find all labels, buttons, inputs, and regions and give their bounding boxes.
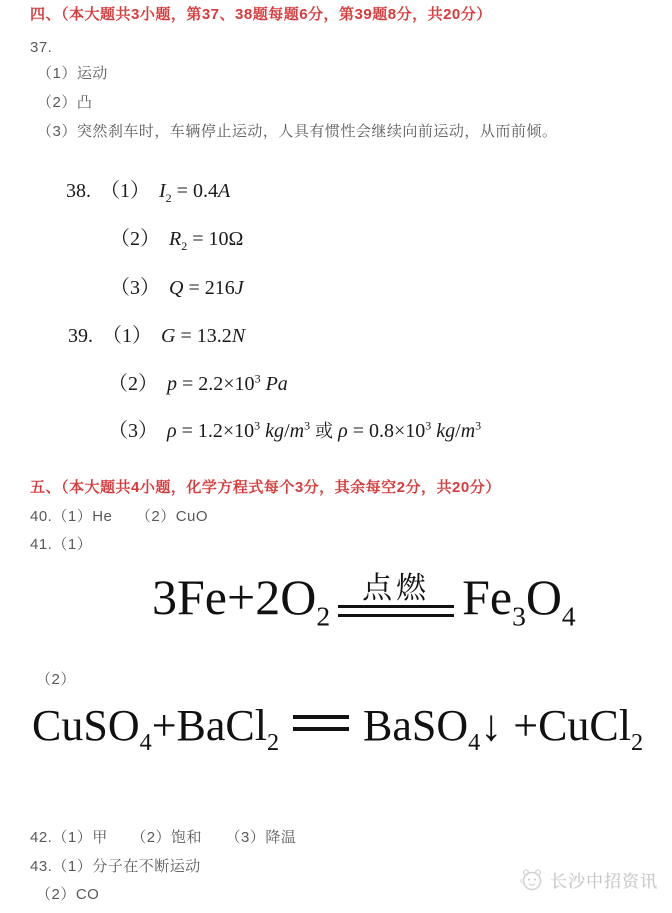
- publisher-watermark: [519, 866, 658, 892]
- chemical-equation-iron-oxygen: $3Fe+2O_2$ 点燃 $Fe_3O_4$: [152, 569, 576, 632]
- answer-37-3: （3）突然刹车时，车辆停止运动，人具有惯性会继续向前运动，从而前倾。: [37, 123, 558, 140]
- answer-43-1: 43.（1）分子在不断运动: [30, 858, 201, 875]
- double-bar-equals: [293, 715, 349, 731]
- part-label: （2）: [108, 372, 158, 395]
- part-label: （1）: [102, 325, 152, 347]
- question-39-number: 39.: [68, 325, 93, 347]
- chemical-equation-copper-sulfate: CuSO$_4$+BaCl$_2$ BaSO$_4$↓ +CuCl$_2$: [32, 701, 644, 757]
- section-five-heading: 五、（本大题共4小题，化学方程式每个3分，其余每空2分，共20分）: [30, 479, 501, 496]
- formula-38-1: $I_2 = 0.4A$: [159, 180, 231, 205]
- answer-39-3: [88, 399, 481, 461]
- part-label: （3）: [108, 419, 158, 442]
- formula-39-3: $\rho = 1.2\times 10^3$ $kg/m^3$ 或 $\rho = 0.8\times 10^3$ $kg/m^3$: [167, 418, 482, 442]
- question-38-number: 38.: [66, 180, 91, 202]
- answer-37-2: （2）凸: [37, 94, 93, 111]
- answer-37-1: （1）运动: [37, 65, 108, 82]
- part-label: （3）: [110, 277, 160, 299]
- answer-41-part1-label: 41.（1）: [30, 536, 93, 553]
- part-label: （1）: [100, 180, 150, 202]
- answer-43-2: （2）CO: [36, 886, 100, 903]
- section-four-heading: 四、（本大题共3小题，第37、38题每题6分，第39题8分，共20分）: [30, 6, 492, 23]
- publisher-watermark-text: 长沙中招资讯: [550, 871, 658, 891]
- part-label: （2）: [110, 228, 160, 250]
- formula-39-1: G = 13.2N: [161, 325, 246, 347]
- reaction-condition-ignite: 点燃: [338, 572, 454, 617]
- formula-39-2: $p = 2.2\times 10^3$ Pa: [167, 371, 288, 395]
- question-37-number: 37.: [30, 39, 53, 56]
- formula-38-2: $R_2 = 10\Omega$: [169, 228, 244, 253]
- answer-42: 42.（1）甲 （2）饱和 （3）降温: [30, 829, 297, 846]
- formula-38-3: Q = 216J: [169, 277, 244, 299]
- double-bar-equals: [338, 605, 454, 617]
- publisher-logo-icon: [519, 866, 543, 892]
- answer-41-part2-label: （2）: [36, 671, 76, 688]
- answer-40: 40.（1）He （2）CuO: [30, 508, 209, 525]
